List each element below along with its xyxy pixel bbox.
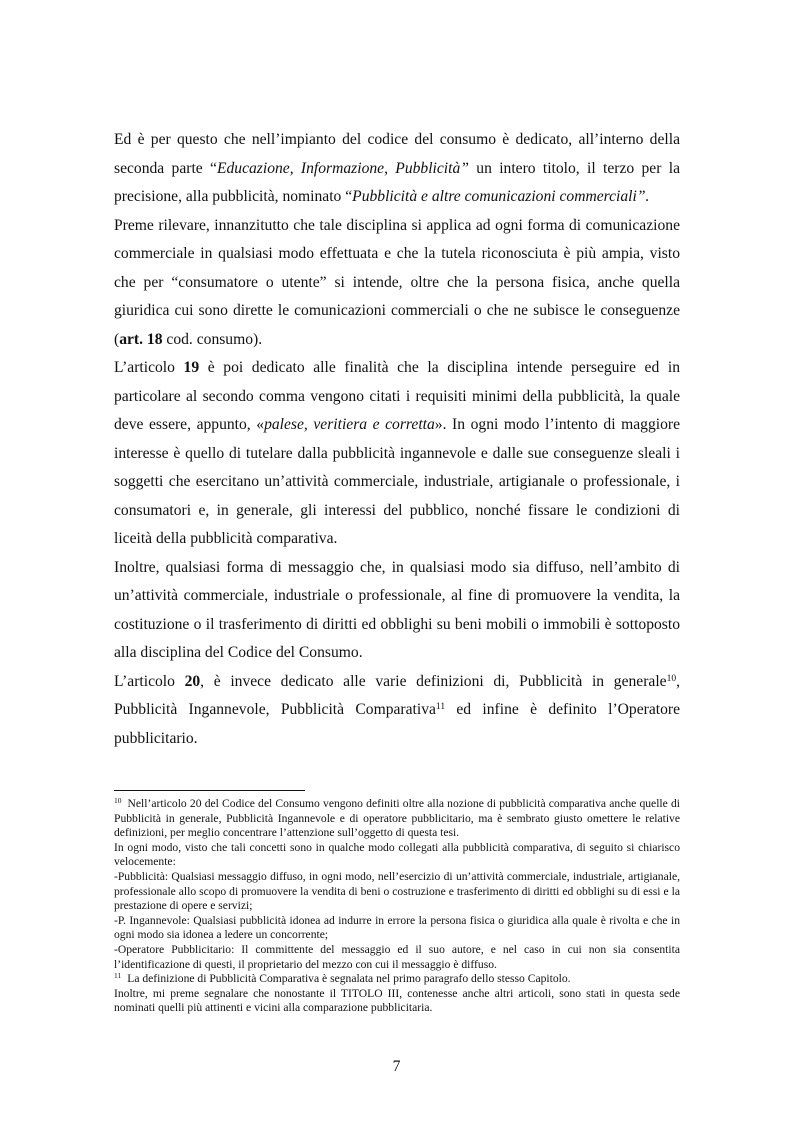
main-text <box>114 126 680 753</box>
text-run: ». In ogni modo l’intento di maggiore interesse è quello di tutelare dalla pubblicità ingannevole e dalle sue conseguenze sleali i soggetti che esercitano un’attività commerciale, industriale, artigianale o professionale, i consumatori e, in generale, gli interessi del pubblico, nonché fissare le condizioni di liceità della pubblicità comparativa. <box>114 416 680 547</box>
italic-run: palese, veritiera e corretta <box>264 416 435 433</box>
text-run: è poi dedicato alle finalità che la disciplina intende perseguire ed in particolare al secondo comma vengono citati i requisiti minimi della pubblicità, la quale deve essere, appunto, « <box>114 359 680 433</box>
footnote-11-line-2: Inoltre, mi preme segnalare che nonostante il TITOLO III, contenesse anche altri articoli, sono stati in questa sede nominati quelli più attinenti e vicini alla comparazione pubblicitaria. <box>114 986 680 1015</box>
footnote-text: Nell’articolo 20 del Codice del Consumo vengono definiti oltre alla nozione di pubblicità comparativa anche quelle di Pubblicità in generale, Pubblicità Ingannevole e di operatore pubblicitario, ma è sembrato giusto omettere le relative definizioni, per meglio concentrare l’attenzione sull’oggetto di questa tesi. <box>114 797 680 840</box>
text-run: Ed è per questo che nell’impianto del codice del consumo è dedicato, all’interno della seconda parte “ <box>114 131 680 177</box>
footnote-10-line-3: -Pubblicità: Qualsiasi messaggio diffuso, in ogni modo, nell’esercizio di un’attività commerciale, industriale, artigianale, professionale allo scopo di promuovere la vendita di beni o costruzione e trasferimento di diritti ed obblighi su di essi e la prestazione di opere e servizi; <box>114 869 680 913</box>
footnote-number: 10 <box>114 795 122 805</box>
text-run: un intero titolo, il terzo per la precisione, alla pubblicità, nominato “ <box>114 159 680 205</box>
text-run: cod. consumo). <box>162 330 263 348</box>
footnote-number: 11 <box>114 971 122 980</box>
footnote-10-line-4: -P. Ingannevole: Qualsiasi pubblicità idonea ad indurre in errore la persona fisica o giuridica alla quale è rivolta e che in ogni modo sia idonea a ledere un concorrente; <box>114 913 680 942</box>
text-run: ed infine è definito l’Operatore pubblicitario. <box>114 701 680 747</box>
text-run: L’articolo <box>114 359 184 376</box>
page-number: 7 <box>392 1058 401 1075</box>
text-run: L’articolo <box>114 672 185 690</box>
footnote-ref-11[interactable]: 11 <box>435 701 446 712</box>
footnote-text: La definizione di Pubblicità Comparativa è segnalata nel primo paragrafo dello stesso Capitolo. <box>127 972 571 986</box>
footnotes <box>114 797 680 1016</box>
text-run: Inoltre, qualsiasi forma di messaggio che, in qualsiasi modo sia diffuso, nell’ambito di un’attività commerciale, industriale o professionale, al fine di promuovere la vendita, la costituzione o il trasferimento di diritti ed obblighi su beni mobili o immobili è sottoposto alla disciplina del Codice del Consumo. <box>114 558 680 661</box>
footnote-10-line-5: -Operatore Pubblicitario: Il committente del messaggio ed il suo autore, e nel caso in cui non sia consentita l’identificazione di questi, il proprietario del mezzo con cui il messaggio è diffuso. <box>114 942 680 971</box>
bold-run: 20 <box>184 672 201 690</box>
bold-run: 19 <box>183 359 200 376</box>
italic-run: Educazione, Informazione, Pubblicità” <box>216 159 469 177</box>
text-run: Preme rilevare, innanzitutto che tale disciplina si applica ad ogni forma di comunicazione commerciale in qualsiasi modo effettuata e che la tutela riconosciuta è più ampia, visto che per “consumatore o utente” si intende, oltre che la persona fisica, anche quella giuridica cui sono dirette le comunicazioni commerciali o che ne subisce le conseguenze ( <box>114 216 680 348</box>
paragraph-2 <box>114 212 680 355</box>
bold-run: art. 18 <box>119 330 163 348</box>
paragraph-1 <box>114 126 680 212</box>
paragraph-4 <box>114 554 680 668</box>
italic-run: Pubblicità e altre comunicazioni commerciali”. <box>352 188 650 205</box>
footnote-11-line-1 <box>114 972 680 987</box>
paragraph-3 <box>114 354 680 554</box>
text-run: , Pubblicità Ingannevole, Pubblicità Comparativa <box>114 672 680 718</box>
footnote-10-line-1 <box>114 797 680 841</box>
footnote-separator <box>114 790 305 791</box>
text-run: , è invece dedicato alle varie definizioni di, Pubblicità in generale <box>200 672 667 690</box>
footnote-10-line-2: In ogni modo, visto che tali concetti sono in qualche modo collegati alla pubblicità comparativa, di seguito si chiarisco velocemente: <box>114 840 680 869</box>
footnote-ref-10[interactable]: 10 <box>666 673 677 684</box>
paragraph-5 <box>114 668 680 754</box>
